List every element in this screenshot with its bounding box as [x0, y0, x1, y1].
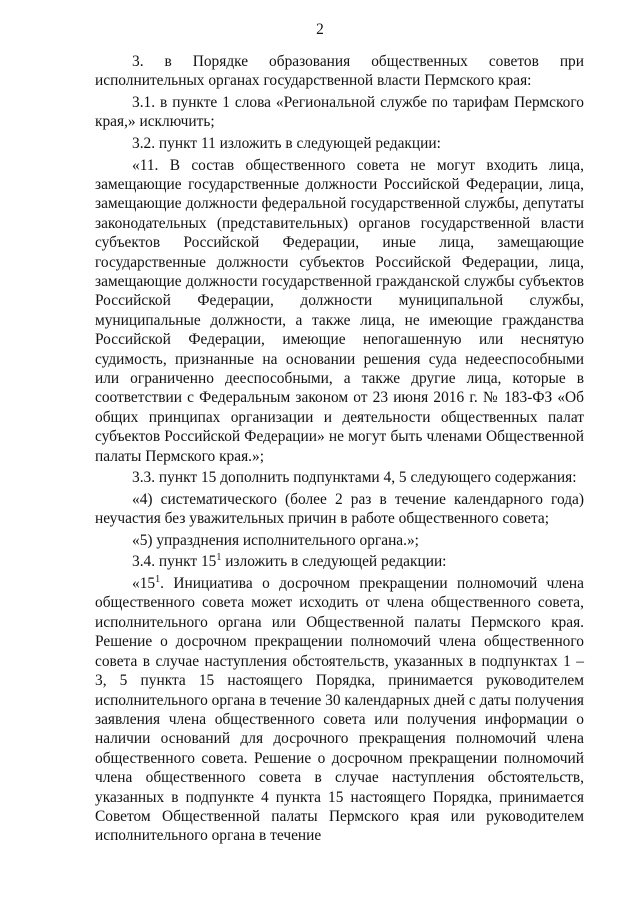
paragraph-3-4 [95, 552, 584, 571]
superscript-1: 1 [216, 552, 222, 564]
paragraph-15-1-text-before: «15 [132, 575, 156, 593]
superscript-1: 1 [155, 573, 161, 585]
paragraph-3-4-text-after: изложить в следующей редакции: [221, 553, 447, 571]
paragraph-3-4-text-before: 3.4. пункт 15 [132, 553, 217, 571]
paragraph-3: 3. в Порядке образования общественных советов при исполнительных органах государственной власти Пермского края: [95, 53, 584, 90]
paragraph-subitem-4: «4) систематического (более 2 раз в течение календарного года) неучастия без уважительных причин в работе общественного совета; [95, 490, 584, 528]
paragraph-item-15-1 [95, 574, 584, 846]
paragraph-3-2: 3.2. пункт 11 изложить в следующей редакции: [132, 135, 441, 152]
document-body [95, 52, 584, 848]
paragraph-subitem-5: «5) упразднения исполнительного органа.»; [132, 531, 419, 549]
paragraph-15-1-text-after: . Инициатива о досрочном прекращении полномочий члена общественного совета может исходить от члена общественного совета, исполнительного органа или Общественной палаты Пермского края. Решение о досрочном прекращении полномочий члена общественного совета в случае наступления обстоятельств, указанных в подпунктах 1 – 3, 5 пункта 15 настоящего Порядка, принимается руководителем исполнительного органа в течение 30 календарных дней с даты получения заявления члена общественного совета или получения информации о наличии оснований для досрочного прекращения полномочий члена общественного совета. Решение о досрочном прекращении полномочий члена общественного совета в случае наступления обстоятельств, указанных в подпункте 4 пункта 15 настоящего Порядка, принимается Советом Общественной палаты Пермского края или руководителем исполнительного органа в течение [95, 575, 584, 845]
paragraph-3-1: 3.1. в пункте 1 слова «Региональной службе по тарифам Пермского края,» исключить; [95, 94, 584, 131]
paragraph-3-3: 3.3. пункт 15 дополнить подпунктами 4, 5 следующего содержания: [132, 469, 577, 487]
paragraph-item-11: «11. В состав общественного совета не могут входить лица, замещающие государственные должности Российской Федерации, лица, замещающие должности федеральной государственной службы, депутаты законодательных (представительных) органов государственной власти субъектов Российской Федерации, иные лица, замещающие государственные должности субъектов Российской Федерации, лица, замещающие должности государственной гражданской службы субъектов Российской Федерации, должности муниципальной службы, муниципальные должности, а также лица, не имеющие гражданства Российской Федерации, имеющие непогашенную или неснятую судимость, признанные на основании решения суда недееспособными или ограниченно дееспособными, а также другие лица, которые в соответствии с Федеральным законом от 23 июня 2016 г. № 183-ФЗ «Об общих принципах организации и деятельности общественных палат субъектов Российской Федерации» не могут быть членами Общественной палаты Пермского края.»; [95, 156, 584, 465]
page-number: 2 [316, 21, 324, 38]
